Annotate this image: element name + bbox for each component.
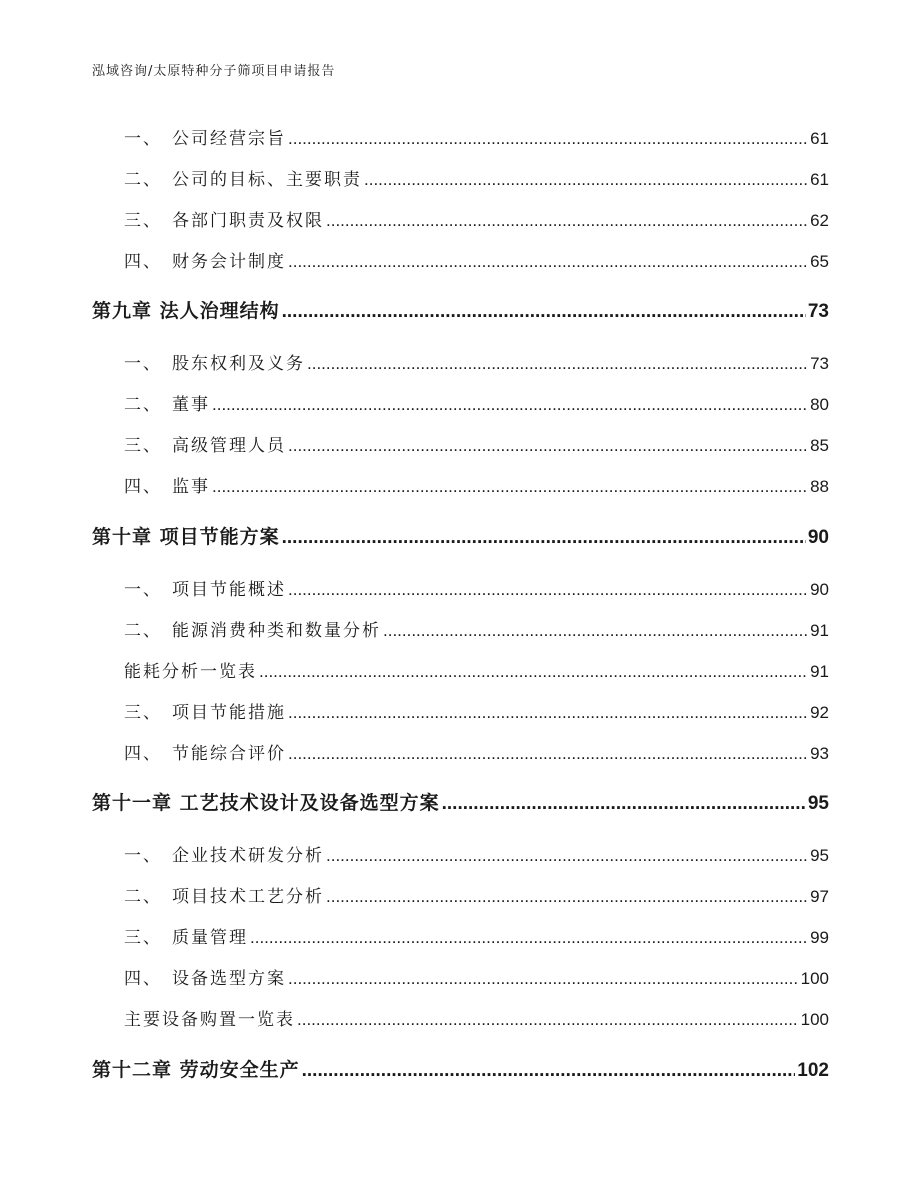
toc-entry-number: 一、 [124, 354, 162, 374]
toc-dot-leader [326, 846, 808, 866]
toc-chapter-entry[interactable] [92, 296, 829, 323]
toc-dot-leader [288, 580, 808, 600]
toc-entry[interactable] [124, 575, 829, 600]
toc-dot-leader [212, 477, 808, 497]
toc-page-number: 73 [810, 354, 829, 373]
toc-entry[interactable] [124, 247, 829, 272]
toc-dot-leader [383, 621, 808, 641]
toc-entry[interactable] [124, 841, 829, 866]
toc-dot-leader [326, 211, 808, 231]
page-header: 泓域咨询/太原特种分子筛项目申请报告 [92, 64, 336, 79]
toc-entry-number: 二、 [124, 621, 162, 641]
toc-dot-leader [307, 354, 808, 374]
toc-dot-leader [212, 395, 808, 415]
toc-entry[interactable] [124, 739, 829, 764]
toc-page-number: 95 [810, 846, 829, 865]
toc-table-entry[interactable] [124, 657, 829, 682]
toc-dot-leader [282, 301, 806, 323]
toc-entry-title: 项目节能措施 [172, 703, 286, 723]
toc-entry[interactable] [124, 882, 829, 907]
toc-page-number: 85 [810, 436, 829, 455]
toc-entry-number: 三、 [124, 211, 162, 231]
toc-entry[interactable] [124, 431, 829, 456]
toc-entry-title: 各部门职责及权限 [172, 211, 324, 231]
toc-entry-title: 股东权利及义务 [172, 354, 305, 374]
toc-entry-title: 设备选型方案 [172, 969, 286, 989]
toc-entry-title: 财务会计制度 [172, 252, 286, 272]
toc-entry-number: 三、 [124, 928, 162, 948]
toc-entry[interactable] [124, 964, 829, 989]
toc-page-number: 91 [810, 662, 829, 681]
toc-dot-leader [302, 1060, 796, 1082]
toc-entry[interactable] [124, 124, 829, 149]
toc-page-number: 62 [810, 211, 829, 230]
toc-dot-leader [250, 928, 808, 948]
toc-entry-number: 四、 [124, 969, 162, 989]
toc-chapter-title: 第十章 项目节能方案 [92, 526, 280, 548]
toc-page-number: 100 [800, 969, 829, 988]
toc-page-number: 65 [810, 252, 829, 271]
toc-dot-leader [442, 793, 806, 815]
toc-entry-title: 监事 [172, 477, 210, 497]
toc-entry-number: 四、 [124, 252, 162, 272]
toc-chapter-title: 第九章 法人治理结构 [92, 300, 280, 322]
toc-dot-leader [288, 969, 799, 989]
toc-dot-leader [259, 662, 808, 682]
toc-dot-leader [288, 129, 808, 149]
toc-entry-title: 项目技术工艺分析 [172, 887, 324, 907]
toc-chapter-entry[interactable] [92, 1055, 829, 1082]
toc-entry-number: 四、 [124, 744, 162, 764]
toc-entry-number: 四、 [124, 477, 162, 497]
toc-entry-title: 董事 [172, 395, 210, 415]
toc-entry-title: 项目节能概述 [172, 580, 286, 600]
toc-entry-number: 二、 [124, 395, 162, 415]
toc-entry-title: 公司的目标、主要职责 [172, 170, 362, 190]
toc-page-number: 61 [810, 129, 829, 148]
toc-entry[interactable] [124, 472, 829, 497]
toc-entry[interactable] [124, 616, 829, 641]
toc-entry[interactable] [124, 349, 829, 374]
toc-entry-title: 高级管理人员 [172, 436, 286, 456]
toc-entry-number: 三、 [124, 703, 162, 723]
toc-entry-number: 二、 [124, 170, 162, 190]
toc-page-number: 61 [810, 170, 829, 189]
toc-entry-number: 二、 [124, 887, 162, 907]
toc-entry-title: 节能综合评价 [172, 744, 286, 764]
toc-page-number: 88 [810, 477, 829, 496]
toc-page-number: 80 [810, 395, 829, 414]
toc-entry-title: 公司经营宗旨 [172, 129, 286, 149]
toc-page-number: 93 [810, 744, 829, 763]
toc-page-number: 100 [800, 1010, 829, 1029]
toc-dot-leader [364, 170, 808, 190]
toc-chapter-title: 第十二章 劳动安全生产 [92, 1059, 300, 1081]
toc-entry[interactable] [124, 165, 829, 190]
toc-entry[interactable] [124, 923, 829, 948]
toc-dot-leader [297, 1010, 799, 1030]
toc-entry-number: 一、 [124, 129, 162, 149]
toc-dot-leader [288, 252, 808, 272]
toc-entry[interactable] [124, 206, 829, 231]
toc-chapter-entry[interactable] [92, 788, 829, 815]
toc-entry-title: 能耗分析一览表 [124, 662, 257, 682]
toc-dot-leader [282, 527, 806, 549]
toc-entry-number: 三、 [124, 436, 162, 456]
toc-page-number: 97 [810, 887, 829, 906]
toc-page-number: 92 [810, 703, 829, 722]
toc-table-entry[interactable] [124, 1005, 829, 1030]
toc-dot-leader [288, 436, 808, 456]
toc-chapter-title: 第十一章 工艺技术设计及设备选型方案 [92, 792, 440, 814]
toc-page-number: 91 [810, 621, 829, 640]
toc-page-number: 102 [797, 1060, 829, 1081]
toc-entry-number: 一、 [124, 580, 162, 600]
toc-entry[interactable] [124, 698, 829, 723]
toc-entry-title: 主要设备购置一览表 [124, 1010, 295, 1030]
toc-entry-title: 企业技术研发分析 [172, 846, 324, 866]
toc-dot-leader [288, 744, 808, 764]
toc-dot-leader [326, 887, 808, 907]
toc-chapter-entry[interactable] [92, 522, 829, 549]
toc-entry[interactable] [124, 390, 829, 415]
toc-entry-title: 质量管理 [172, 928, 248, 948]
toc-page-number: 90 [810, 580, 829, 599]
toc-entry-title: 能源消费种类和数量分析 [172, 621, 381, 641]
toc-page-number: 73 [807, 301, 829, 322]
toc-page-number: 90 [807, 527, 829, 548]
toc-page-number: 95 [807, 793, 829, 814]
toc-dot-leader [288, 703, 808, 723]
toc-page-number: 99 [810, 928, 829, 947]
toc-entry-number: 一、 [124, 846, 162, 866]
